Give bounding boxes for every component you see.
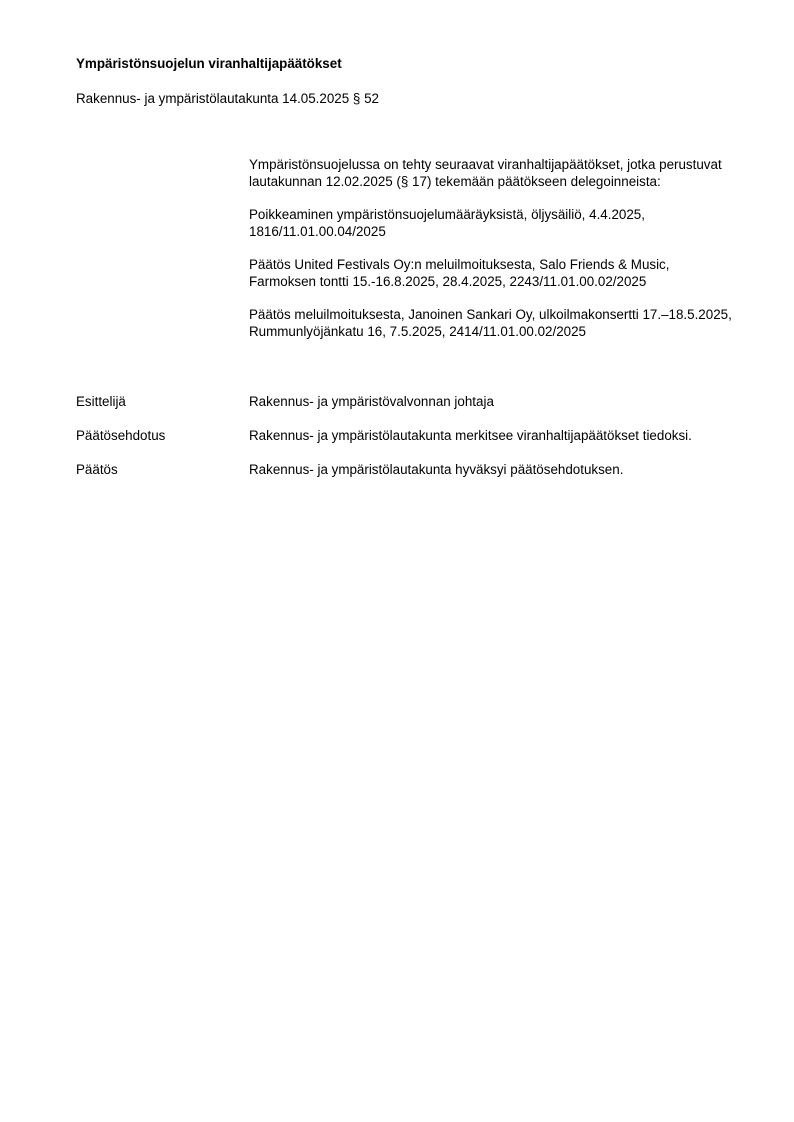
decision-item: Päätös United Festivals Oy:n meluilmoituksesta, Salo Friends & Music, Farmoksen tontti 15.-16.8.2025, 28.4.2025, 2243/11.01.00.02/2025	[249, 257, 670, 289]
presenter-value: Rakennus- ja ympäristövalvonnan johtaja	[249, 394, 494, 409]
decision-value: Rakennus- ja ympäristölautakunta hyväksyi päätösehdotuksen.	[249, 462, 624, 477]
proposal-value: Rakennus- ja ympäristölautakunta merkitsee viranhaltijapäätökset tiedoksi.	[249, 428, 692, 443]
decision-label: Päätös	[76, 462, 118, 477]
decision-item: Poikkeaminen ympäristönsuojelumääräyksistä, öljysäiliö, 4.4.2025, 1816/11.01.00.04/2025	[249, 207, 645, 239]
proposal-label: Päätösehdotus	[76, 428, 166, 443]
document-title: Ympäristönsuojelun viranhaltijapäätökset	[76, 56, 342, 71]
intro-paragraph: Ympäristönsuojelussa on tehty seuraavat viranhaltijapäätökset, jotka perustuvat lautakunnan 12.02.2025 (§ 17) tekemään päätökseen delegoinneista:	[249, 157, 722, 189]
document-body	[249, 157, 739, 357]
decision-item: Päätös meluilmoituksesta, Janoinen Sankari Oy, ulkoilmakonsertti 17.–18.5.2025, Rummunlyöjänkatu 16, 7.5.2025, 2414/11.01.00.02/2025	[249, 307, 732, 339]
presenter-label: Esittelijä	[76, 394, 126, 409]
meeting-reference: Rakennus- ja ympäristölautakunta 14.05.2025 § 52	[76, 91, 379, 106]
